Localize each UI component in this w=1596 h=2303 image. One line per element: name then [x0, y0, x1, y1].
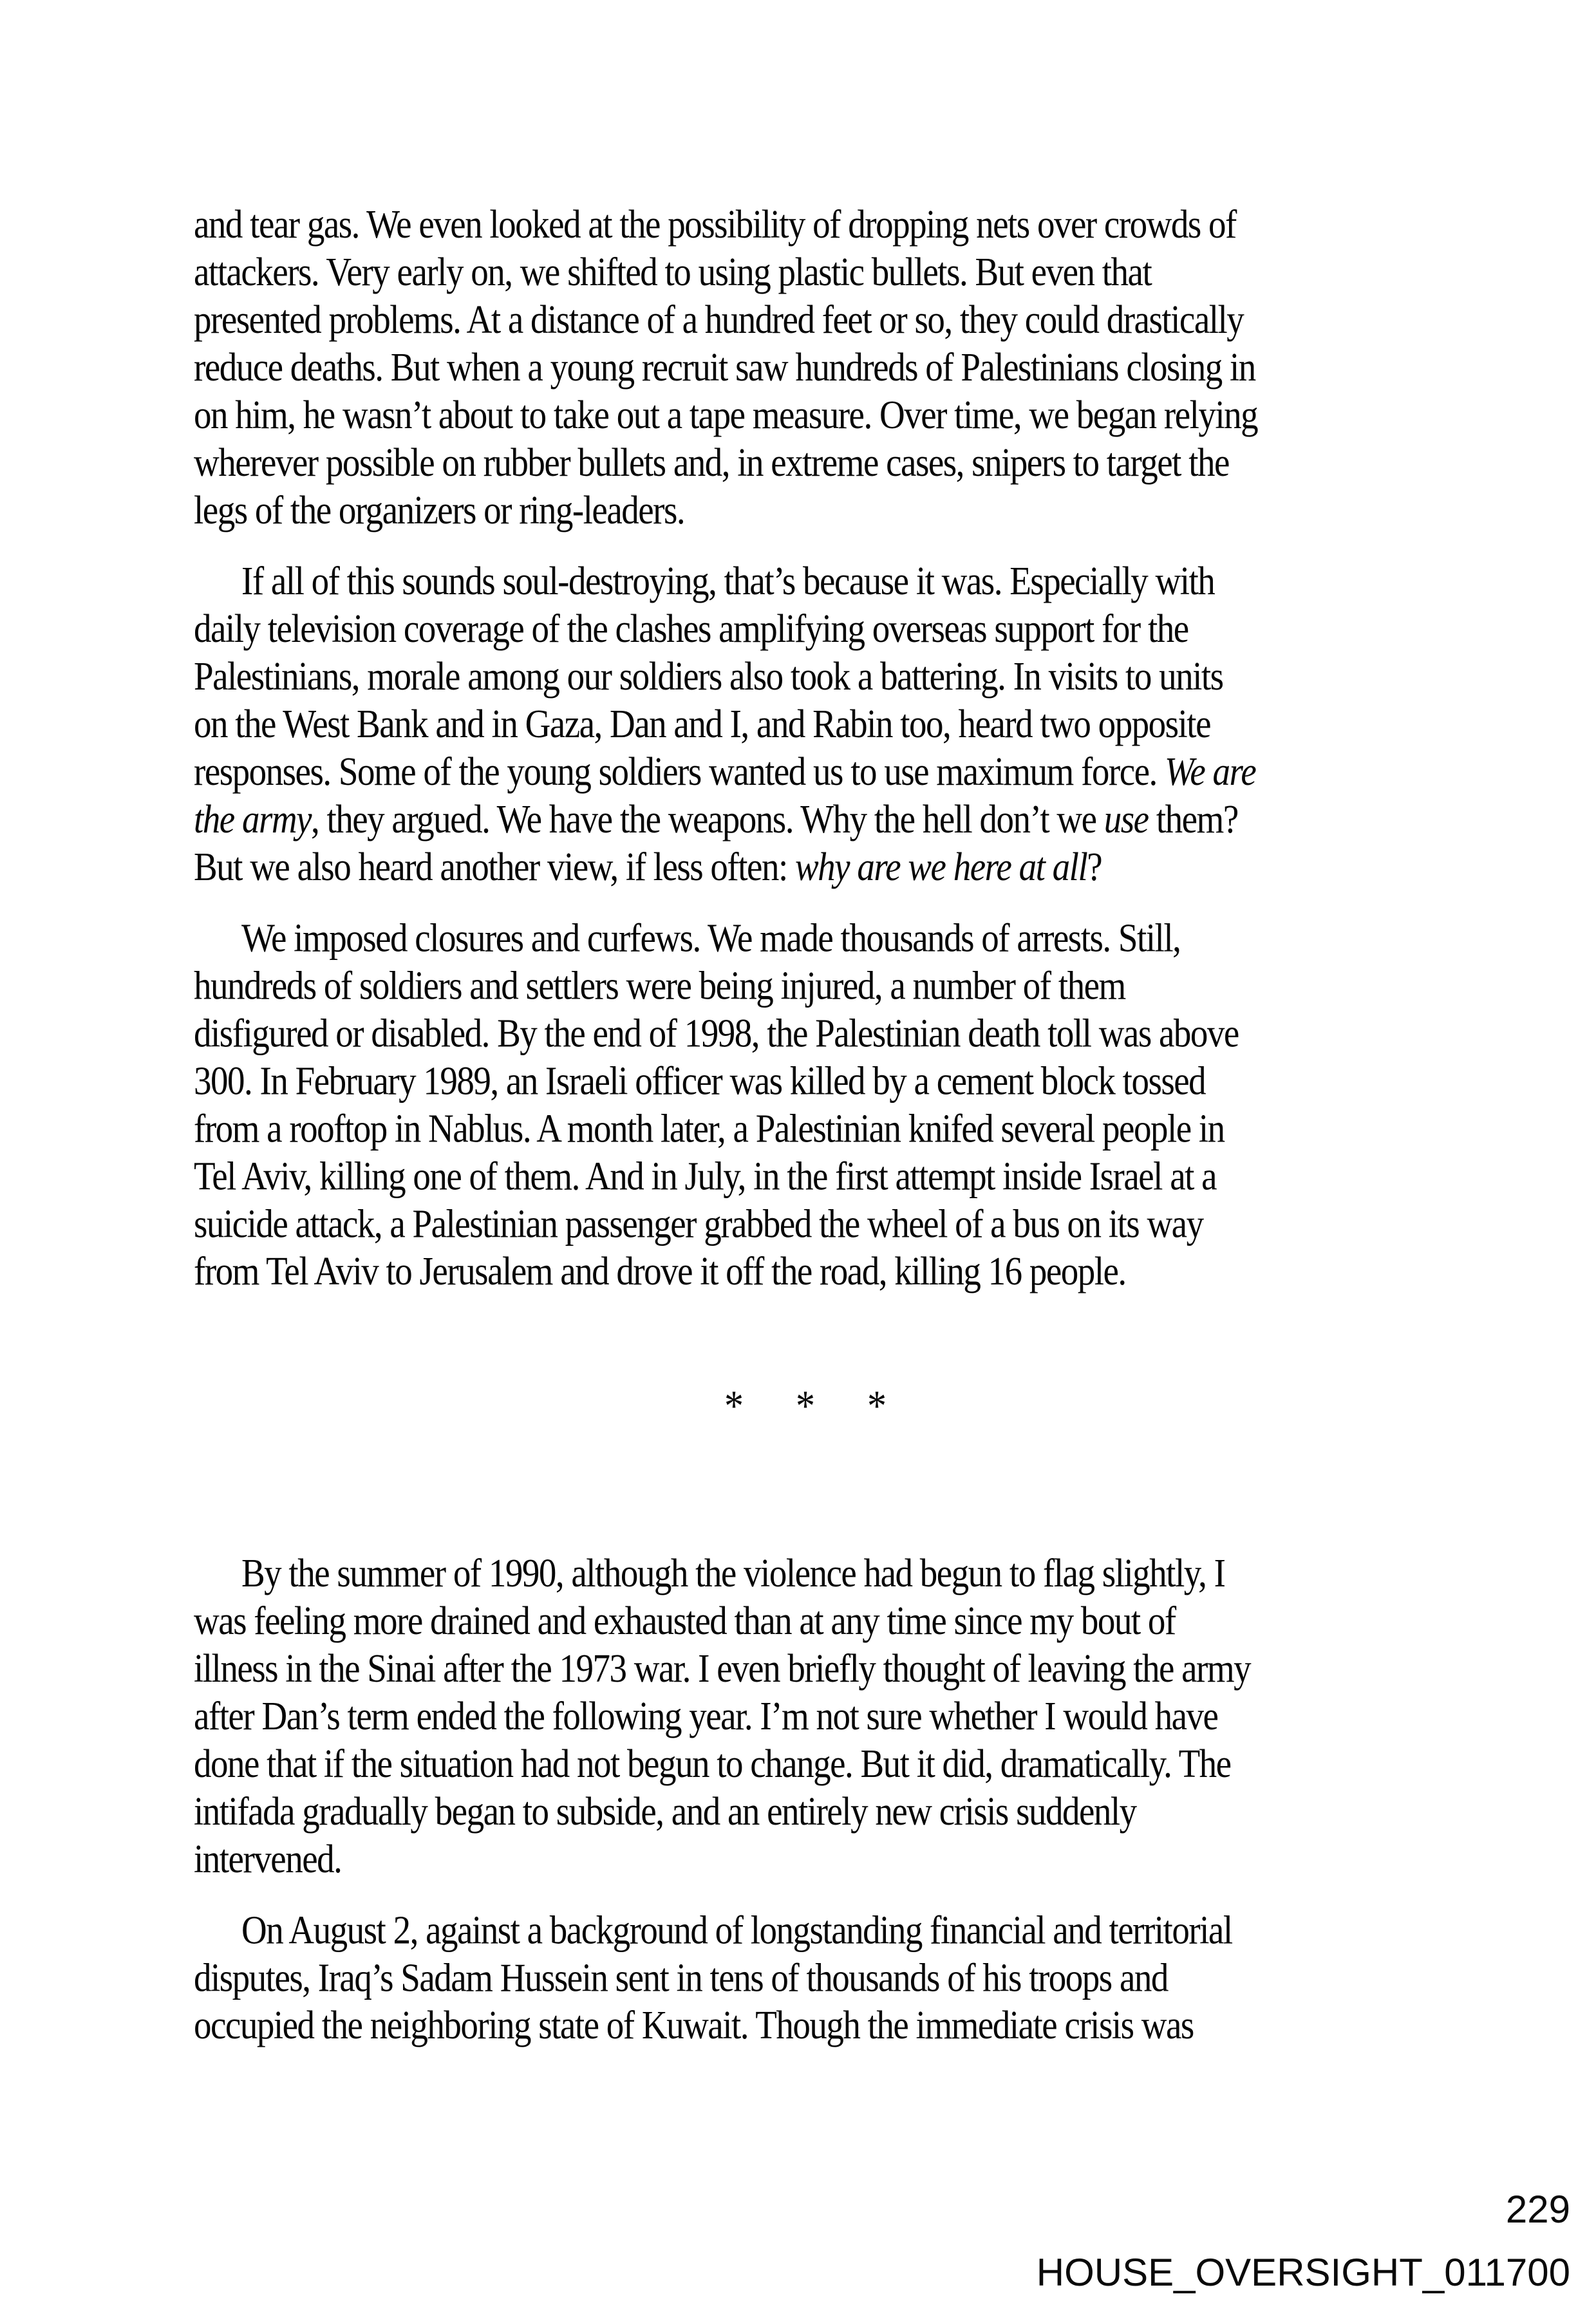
text-line: But we also heard another view, if less often: why are we here at all?: [194, 844, 1102, 889]
text-line: responses. Some of the young soldiers wanted us to use maximum force. We are: [194, 749, 1256, 794]
text-line: and tear gas. We even looked at the possibility of dropping nets over crowds of: [194, 202, 1236, 247]
text-line: legs of the organizers or ring-leaders.: [194, 487, 685, 532]
text-line: presented problems. At a distance of a hundred feet or so, they could drastically: [194, 297, 1244, 342]
text-line: on the West Bank and in Gaza, Dan and I, and Rabin too, heard two opposite: [194, 701, 1210, 746]
text-line: disputes, Iraq’s Sadam Hussein sent in tens of thousands of his troops and: [194, 1955, 1168, 2000]
text-line: By the summer of 1990, although the violence had begun to flag slightly, I: [241, 1550, 1225, 1595]
text-line: suicide attack, a Palestinian passenger grabbed the wheel of a bus on its way: [194, 1201, 1203, 1246]
paragraph: [194, 200, 1417, 534]
text-line: from a rooftop in Nablus. A month later, a Palestinian knifed several people in: [194, 1105, 1225, 1151]
text-line: intifada gradually began to subside, and an entirely new crisis suddenly: [194, 1789, 1136, 1834]
section-separator: * * *: [724, 1381, 887, 1430]
text-line: from Tel Aviv to Jerusalem and drove it off the road, killing 16 people.: [194, 1248, 1126, 1293]
bates-stamp: HOUSE_OVERSIGHT_011700: [1036, 2251, 1570, 2294]
text-line: intervened.: [194, 1836, 342, 1881]
text-line: 300. In February 1989, an Israeli officer was killed by a cement block tossed: [194, 1058, 1206, 1104]
text-line: If all of this sounds soul-destroying, that’s because it was. Especially with: [241, 558, 1215, 603]
paragraph: [194, 914, 1417, 1295]
text-line: the army, they argued. We have the weapons. Why the hell don’t we use them?: [194, 796, 1238, 841]
text-line: We imposed closures and curfews. We made thousands of arrests. Still,: [241, 915, 1181, 961]
text-line: done that if the situation had not begun to change. But it did, dramatically. The: [194, 1741, 1231, 1786]
body-text: [194, 200, 1417, 2073]
text-line: was feeling more drained and exhausted than at any time since my bout of: [194, 1598, 1176, 1643]
text-line: hundreds of soldiers and settlers were being injured, a number of them: [194, 963, 1125, 1008]
paragraph: [194, 1549, 1417, 1883]
text-line: after Dan’s term ended the following year. I’m not sure whether I would have: [194, 1693, 1218, 1738]
text-line: occupied the neighboring state of Kuwait. Though the immediate crisis was: [194, 2002, 1194, 2047]
paragraph: [194, 1906, 1417, 2049]
text-line: wherever possible on rubber bullets and, in extreme cases, snipers to target the: [194, 440, 1229, 485]
text-line: On August 2, against a background of longstanding financial and territorial: [241, 1907, 1232, 1952]
paragraph: [194, 557, 1417, 890]
text-line: attackers. Very early on, we shifted to using plastic bullets. But even that: [194, 249, 1152, 294]
text-line: reduce deaths. But when a young recruit saw hundreds of Palestinians closing in: [194, 344, 1255, 390]
page-number: 229: [1505, 2188, 1570, 2231]
text-line: daily television coverage of the clashes amplifying overseas support for the: [194, 606, 1188, 651]
text-line: Tel Aviv, killing one of them. And in July, in the first attempt inside Israel at a: [194, 1153, 1217, 1198]
text-line: on him, he wasn’t about to take out a tape measure. Over time, we began relying: [194, 392, 1258, 437]
text-line: Palestinians, morale among our soldiers also took a battering. In visits to units: [194, 653, 1223, 699]
text-line: illness in the Sinai after the 1973 war. I even briefly thought of leaving the army: [194, 1646, 1251, 1691]
text-line: disfigured or disabled. By the end of 1998, the Palestinian death toll was above: [194, 1010, 1239, 1056]
